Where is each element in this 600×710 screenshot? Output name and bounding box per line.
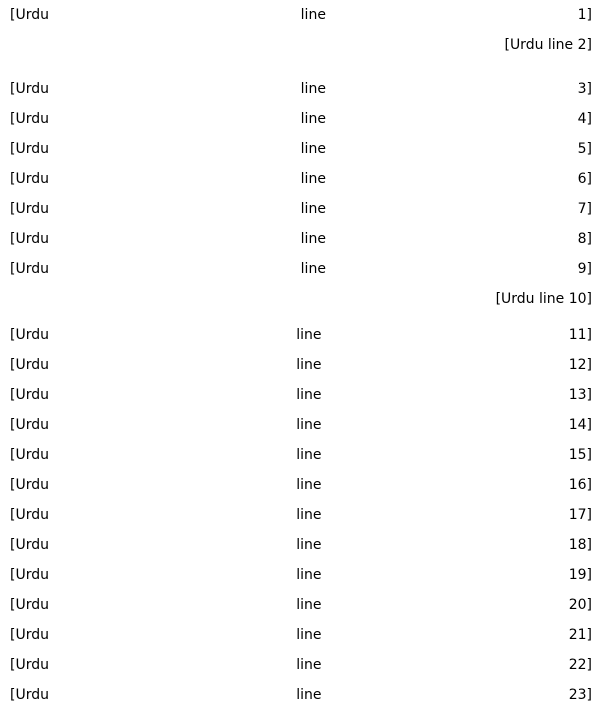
text-line: [Urdu line 16] xyxy=(10,477,592,493)
article-paragraph-1 xyxy=(10,0,592,60)
article-paragraph-2 xyxy=(10,74,592,314)
text-line: [Urdu line 6] xyxy=(10,171,592,187)
text-line: [Urdu line 4] xyxy=(10,111,592,127)
text-line: [Urdu line 2] xyxy=(504,37,592,53)
text-line: [Urdu line 11] xyxy=(10,327,592,343)
text-line: [Urdu line 23] xyxy=(10,687,592,703)
text-line: [Urdu line 7] xyxy=(10,201,592,217)
text-line: [Urdu line 22] xyxy=(10,657,592,673)
paragraph-spacer xyxy=(10,60,592,74)
text-line: [Urdu line 10] xyxy=(495,291,592,307)
text-line: [Urdu line 9] xyxy=(10,261,592,277)
text-line: [Urdu line 20] xyxy=(10,597,592,613)
text-line: [Urdu line 18] xyxy=(10,537,592,553)
text-line: [Urdu line 14] xyxy=(10,417,592,433)
text-line: [Urdu line 5] xyxy=(10,141,592,157)
text-line: [Urdu line 17] xyxy=(10,507,592,523)
text-line: [Urdu line 21] xyxy=(10,627,592,643)
text-line: [Urdu line 8] xyxy=(10,231,592,247)
article-paragraph-3 xyxy=(10,320,592,710)
text-line: [Urdu line 12] xyxy=(10,357,592,373)
text-line: [Urdu line 1] xyxy=(10,7,592,23)
text-line: [Urdu line 13] xyxy=(10,387,592,403)
text-line: [Urdu line 19] xyxy=(10,567,592,583)
text-line: [Urdu line 15] xyxy=(10,447,592,463)
text-line: [Urdu line 3] xyxy=(10,81,592,97)
